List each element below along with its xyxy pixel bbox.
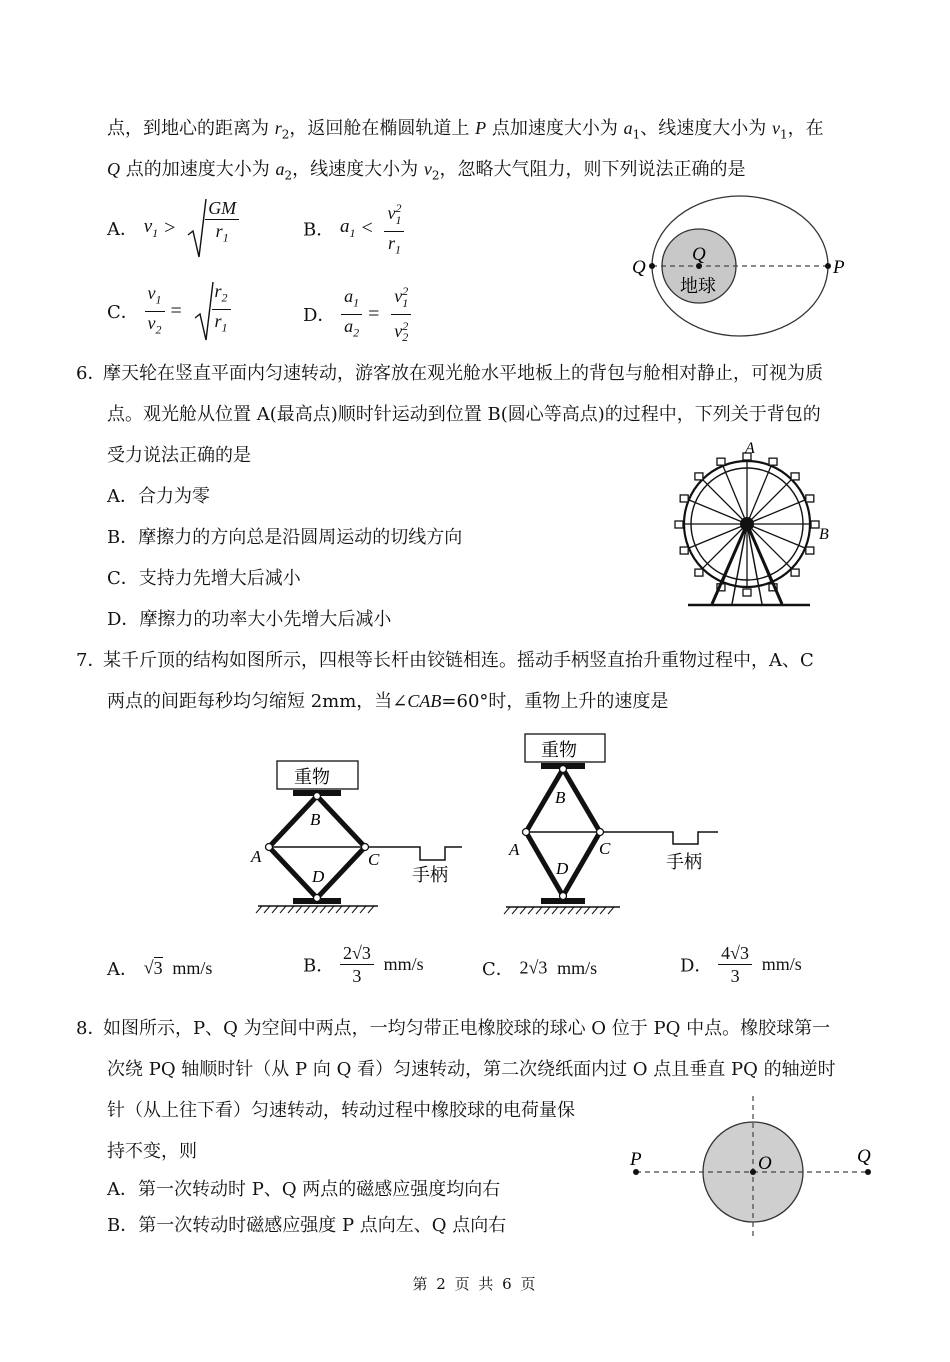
- q6-option-d: D．摩擦力的功率大小先增大后减小: [107, 609, 392, 630]
- svg-text:B: B: [555, 788, 566, 807]
- svg-text:D: D: [312, 867, 325, 886]
- label-P: P: [630, 1149, 642, 1170]
- cabin-icon: [680, 547, 688, 554]
- svg-text:重物: 重物: [541, 740, 577, 761]
- cabin-icon: [743, 589, 751, 596]
- q7-option-c: C． 2√3 mm/s: [482, 957, 598, 980]
- q6-num: 6．: [76, 363, 106, 384]
- jack-figure-right: [498, 728, 728, 916]
- svg-text:手柄: 手柄: [666, 852, 702, 873]
- q7-option-d: D． $\frac{4√3}{3}$ mm/s: [680, 943, 802, 986]
- svg-text:手柄: 手柄: [412, 865, 448, 886]
- q8-line3: 针（从上往下看）匀速转动，转动过程中橡胶球的电荷量保: [107, 1100, 575, 1121]
- q6-line1: 摩天轮在竖直平面内匀速转动，游客放在观光舱水平地板上的背包与舱相对静止，可视为质: [103, 363, 823, 384]
- sqrt-sign-icon: [194, 280, 214, 342]
- page-footer: 第 2 页 共 6 页: [412, 1275, 538, 1293]
- q5-option-d: D． $\frac{a_1}{a_2}$ = $\frac{v^2_1}{v^2_2}$: [303, 280, 411, 348]
- svg-text:C: C: [599, 839, 611, 858]
- svg-text:C: C: [368, 850, 380, 869]
- cabin-icon: [717, 458, 725, 465]
- q7-num: 7．: [76, 650, 106, 671]
- q6-option-c: C．支持力先增大后减小: [107, 568, 301, 589]
- cabin-icon: [791, 473, 799, 480]
- cabin-icon: [806, 547, 814, 554]
- weight-label: 重物: [294, 767, 330, 788]
- cabin-icon: [695, 569, 703, 576]
- q7-option-b: B． $\frac{2√3}{3}$ mm/s: [303, 943, 424, 986]
- q8-option-b: B．第一次转动时磁感应强度 P 点向左、Q 点向右: [107, 1215, 507, 1236]
- q7-line1: 某千斤顶的结构如图所示，四根等长杆由铰链相连。摇动手柄竖直抬升重物过程中，A、C: [103, 650, 814, 671]
- sphere-figure: [620, 1092, 890, 1242]
- label-Q: Q: [857, 1146, 871, 1167]
- label-O: O: [758, 1153, 772, 1174]
- q8-line1: 如图所示，P、Q 为空间中两点，一均匀带正电橡胶球的球心 O 位于 PQ 中点。橡胶球第一: [103, 1018, 831, 1039]
- q8-line2: 次绕 PQ 轴顺时针（从 P 向 Q 看）匀速转动，第二次绕纸面内过 O 点且垂直 PQ 的轴逆时: [107, 1059, 836, 1080]
- q8-num: 8．: [76, 1018, 106, 1039]
- label-P: P: [833, 257, 845, 278]
- svg-text:A: A: [251, 847, 262, 866]
- label-Q: Q: [632, 257, 646, 278]
- label-B: B: [819, 526, 829, 543]
- cabin-icon: [695, 473, 703, 480]
- svg-text:D: D: [556, 859, 569, 878]
- cabin-icon: [680, 495, 688, 502]
- q6-line2: 点。观光舱从位置 A(最高点)顺时针运动到位置 B(圆心等高点)的过程中，下列关于背包的: [107, 404, 821, 425]
- cabin-icon: [675, 521, 683, 528]
- svg-text:B: B: [310, 810, 321, 829]
- q5-option-b: B． $a_1$ < $\frac{v^2_1}{r_1}$: [303, 197, 404, 260]
- jack-figure-left: [250, 755, 470, 915]
- label-earth: 地球: [680, 276, 716, 297]
- svg-text:A: A: [509, 840, 520, 859]
- q5-line2: Q 点的加速度大小为 $a_2$，线速度大小为 $v_2$，忽略大气阻力，则下列说法正确的是: [107, 159, 746, 183]
- q8-option-a: A．第一次转动时 P、Q 两点的磁感应强度均向右: [107, 1179, 501, 1200]
- q5-option-a: A． $v_1$ > $\frac{GM}{r_1}$: [107, 197, 239, 259]
- orbit-figure: [620, 192, 860, 340]
- q5-option-c: C． $\frac{v_1}{v_2}$ = $\frac{r_2}{r_1}$: [107, 280, 231, 342]
- q6-option-b: B．摩擦力的方向总是沿圆周运动的切线方向: [107, 527, 463, 548]
- ferris-wheel-figure: [670, 438, 840, 610]
- cabin-icon: [791, 569, 799, 576]
- cabin-icon: [769, 458, 777, 465]
- q6-line3: 受力说法正确的是: [107, 445, 251, 466]
- q5-line1: 点，到地心的距离为 $r_2$，返回舱在椭圆轨道上 P 点加速度大小为 $a_1$、线速度大小为 $v_1$，在: [107, 118, 824, 142]
- cabin-icon: [806, 495, 814, 502]
- q8-line4: 持不变，则: [107, 1141, 197, 1162]
- q6-option-a: A．合力为零: [107, 486, 210, 507]
- q7-option-a: A． √3 mm/s: [107, 957, 213, 980]
- sqrt-sign-icon: [187, 197, 207, 259]
- label-A: A: [745, 440, 755, 457]
- cabin-icon: [811, 521, 819, 528]
- q7-line2: 两点的间距每秒均匀缩短 2mm，当∠CAB=60°时，重物上升的速度是: [107, 691, 669, 712]
- label-center: Q: [692, 244, 706, 265]
